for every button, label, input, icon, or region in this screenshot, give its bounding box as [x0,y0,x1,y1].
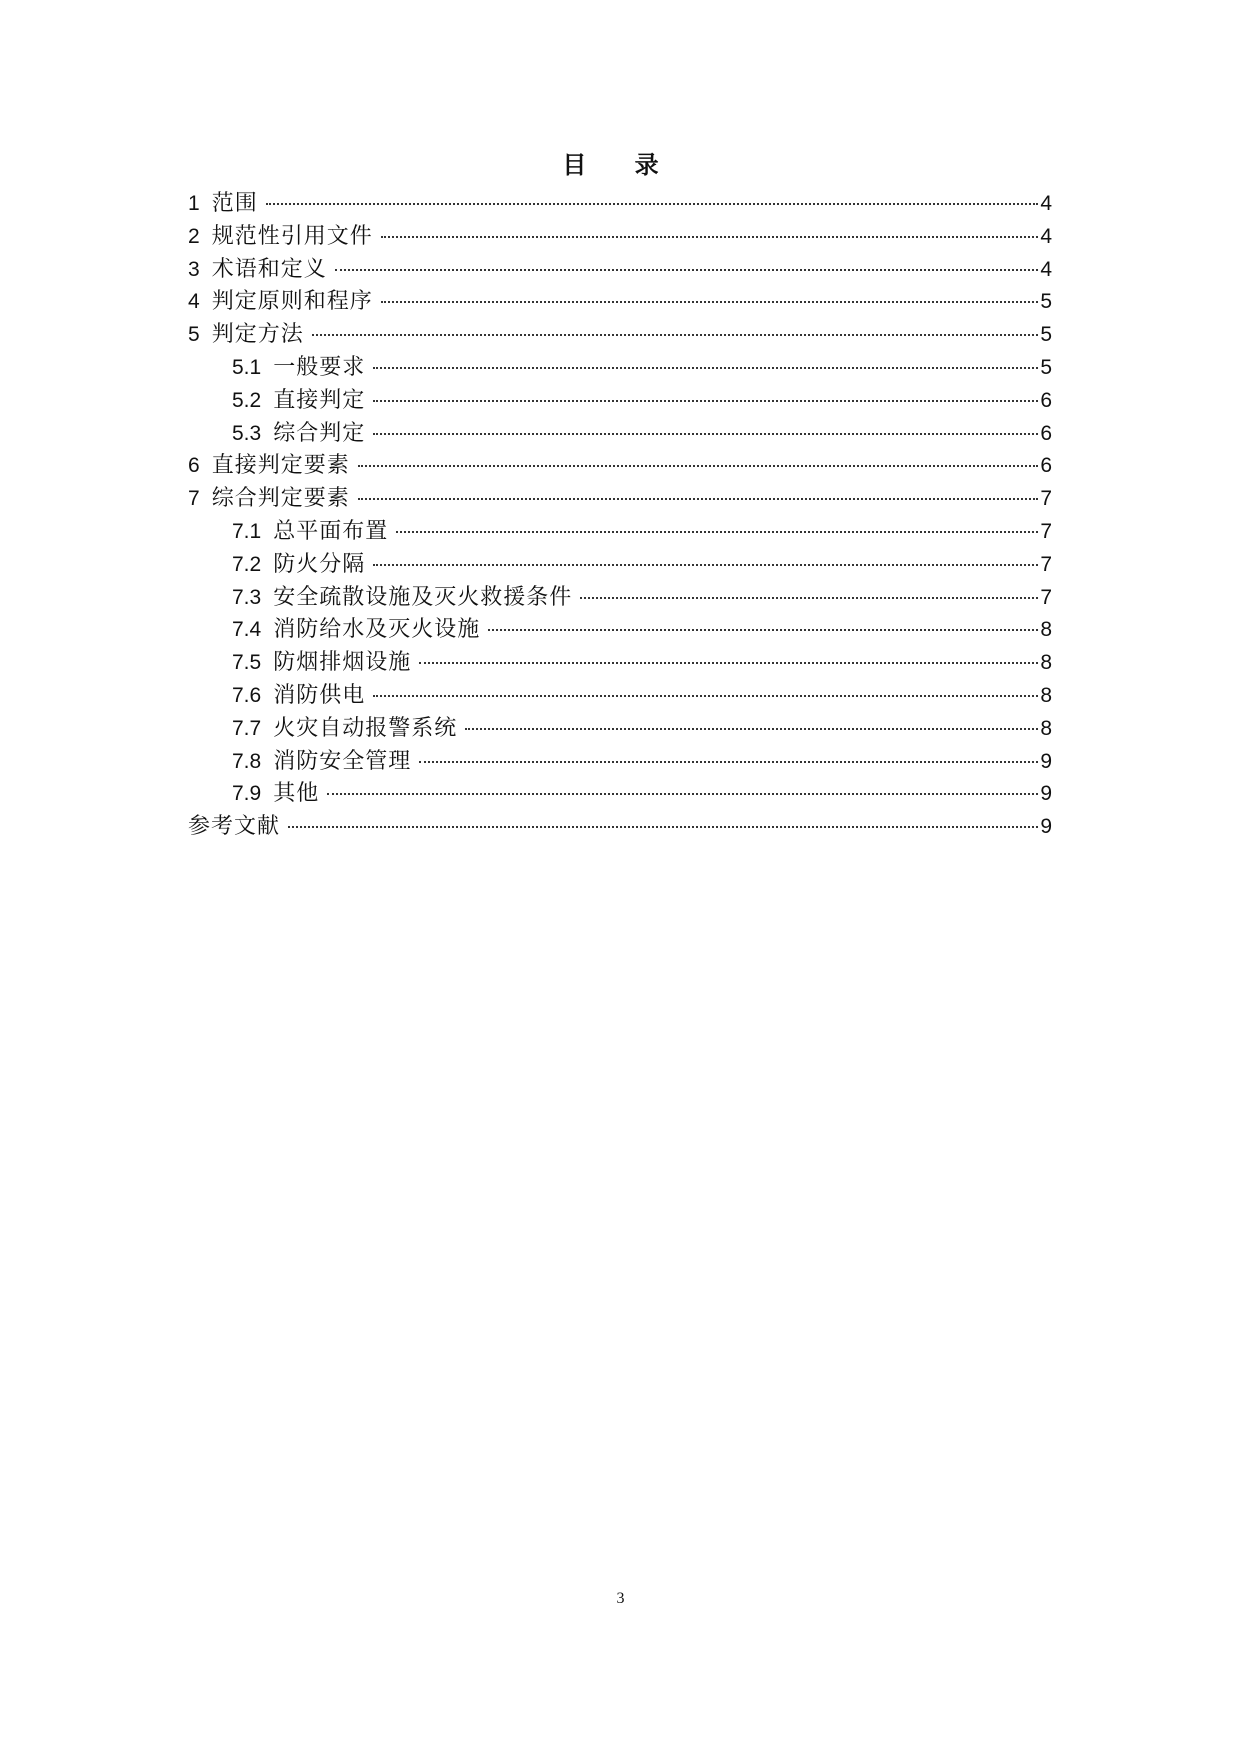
toc-entry-label: 判定方法 [211,322,304,348]
toc-entry-page: 4 [1040,224,1052,248]
toc-entry[interactable] [188,746,1052,779]
toc-entry-label: 消防供电 [273,682,366,708]
toc-dot-leader [373,695,1038,697]
toc-entry-number: 4 [188,290,200,314]
toc-entry-number: 5.2 [232,388,262,412]
toc-dot-leader [358,498,1039,500]
toc-entry-number: 6 [188,454,200,478]
toc-dot-leader [381,301,1039,303]
toc-dot-leader [396,531,1038,533]
toc-dot-leader [358,465,1039,467]
toc-entry[interactable] [188,516,1052,549]
toc-entry-number: 5.1 [232,355,262,379]
toc-entry-page: 9 [1040,782,1052,806]
toc-entry-number: 7.9 [232,782,262,806]
toc-entry-label: 其他 [273,781,320,807]
toc-entry[interactable] [188,188,1052,221]
toc-entry-number: 7.8 [232,749,262,773]
toc-entry-number: 7.4 [232,618,262,642]
toc-entry-page: 4 [1040,192,1052,215]
toc-title: 目 录 [562,151,679,179]
toc-entry-number: 7.3 [232,585,262,609]
toc-entry-page: 5 [1040,355,1052,379]
toc-entry-number: 5.3 [232,421,262,445]
toc-entry-number: 7.2 [232,552,262,576]
toc-entry[interactable] [188,221,1052,254]
toc-entry-page: 5 [1040,323,1052,347]
toc-entry[interactable] [188,647,1052,680]
toc-entry[interactable] [188,811,1052,844]
toc-entry-label: 一般要求 [273,354,366,380]
toc-dot-leader [381,236,1039,238]
toc-entry-label: 直接判定要素 [211,453,350,479]
toc-entry-page: 7 [1040,487,1052,511]
toc-entry-label: 总平面布置 [273,518,389,544]
toc-entry-label: 火灾自动报警系统 [273,715,458,741]
toc-entry-number: 1 [188,192,200,215]
toc-dot-leader [335,269,1039,271]
toc-entry-page: 7 [1040,585,1052,609]
toc-dot-leader [373,564,1038,566]
toc-entry[interactable] [188,582,1052,615]
toc-dot-leader [373,367,1038,369]
toc-entry[interactable] [188,352,1052,385]
toc-entry-number: 7 [188,487,200,511]
toc-entry[interactable] [188,614,1052,647]
toc-entry-number: 7.1 [232,519,262,543]
page-number: 3 [616,1590,625,1607]
toc-dot-leader [327,793,1038,795]
toc-entry[interactable] [188,778,1052,811]
toc-dot-leader [373,433,1038,435]
toc-entry[interactable] [188,713,1052,746]
toc-entry-number: 2 [188,224,200,248]
toc-entry-page: 9 [1040,749,1052,773]
toc-entry[interactable] [188,286,1052,319]
toc-entry-number: 7.5 [232,651,262,675]
toc-entry[interactable] [188,319,1052,352]
toc-entry-label: 防火分隔 [273,551,366,577]
toc-entry-page: 6 [1040,388,1052,412]
toc-entry[interactable] [188,549,1052,582]
toc-entry-label: 安全疏散设施及灭火救援条件 [273,584,573,610]
toc-entry-label: 综合判定要素 [211,486,350,512]
toc-dot-leader [373,400,1038,402]
toc-entry-page: 9 [1040,815,1052,839]
toc-entry-page: 8 [1040,618,1052,642]
toc-entry[interactable] [188,385,1052,418]
toc-entry[interactable] [188,680,1052,713]
toc-entry[interactable] [188,450,1052,483]
toc-entry-number: 7.7 [232,716,262,740]
table-of-contents [188,188,1052,844]
toc-entry-page: 4 [1040,257,1052,281]
toc-entry-label: 防烟排烟设施 [273,650,412,676]
toc-entry-page: 8 [1040,716,1052,740]
toc-entry-page: 6 [1040,454,1052,478]
toc-dot-leader [288,826,1038,828]
toc-entry-label: 范围 [211,191,258,216]
toc-dot-leader [580,597,1038,599]
toc-entry[interactable] [188,483,1052,516]
toc-entry-label: 消防安全管理 [273,748,412,774]
toc-entry-label: 综合判定 [273,420,366,446]
toc-dot-leader [419,662,1038,664]
toc-entry-label: 参考文献 [188,814,281,840]
toc-dot-leader [266,203,1039,205]
toc-dot-leader [465,728,1038,730]
toc-entry-page: 7 [1040,552,1052,576]
toc-entry-label: 规范性引用文件 [211,223,373,249]
toc-entry-page: 8 [1040,651,1052,675]
toc-entry-label: 直接判定 [273,387,366,413]
toc-entry-number: 3 [188,257,200,281]
toc-entry-number: 7.6 [232,683,262,707]
toc-entry[interactable] [188,254,1052,287]
toc-dot-leader [488,629,1038,631]
toc-entry-label: 消防给水及灭火设施 [273,617,481,643]
toc-entry-label: 术语和定义 [211,256,327,282]
toc-dot-leader [419,761,1038,763]
toc-entry-label: 判定原则和程序 [211,289,373,315]
toc-dot-leader [312,334,1039,336]
toc-entry[interactable] [188,418,1052,451]
toc-entry-page: 7 [1040,519,1052,543]
toc-entry-page: 6 [1040,421,1052,445]
toc-entry-page: 8 [1040,683,1052,707]
toc-entry-page: 5 [1040,290,1052,314]
toc-entry-number: 5 [188,323,200,347]
